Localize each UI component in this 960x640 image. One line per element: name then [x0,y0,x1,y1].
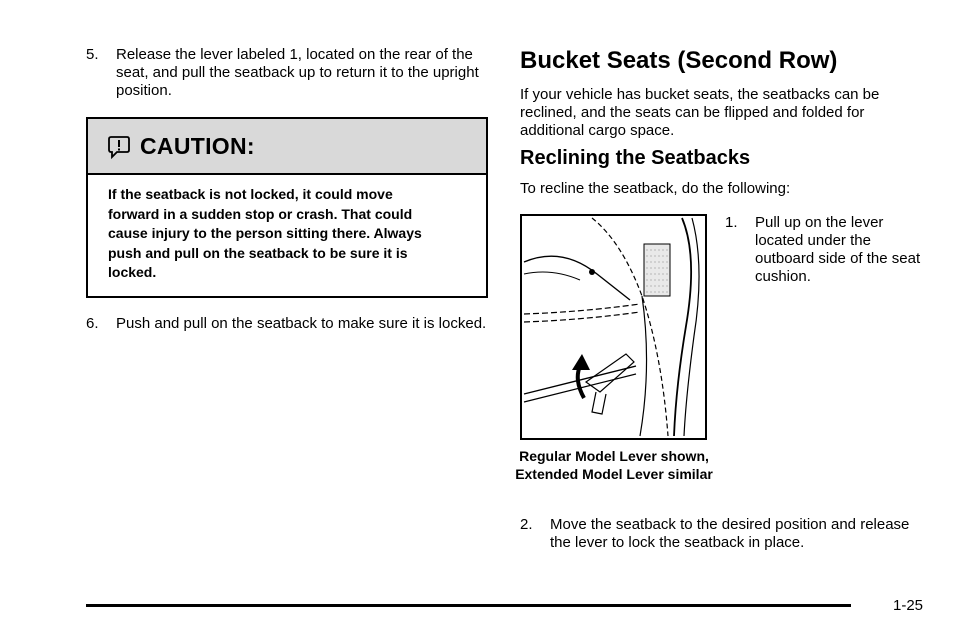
caution-line: locked. [108,264,157,280]
footer-rule [86,604,851,607]
caution-box [86,117,488,298]
step-number: 6. [86,315,99,332]
page-number: 1-25 [893,597,924,614]
caution-line: If the seatback is not locked, it could move [108,186,393,202]
step-number: 2. [520,516,533,533]
step-text: Release the lever labeled 1, located on the rear of the seat, and pull the seatback up to return it to the upright position. [116,46,479,99]
caution-line: cause injury to the person sitting there. Always [108,225,422,241]
step-1 [725,214,925,286]
step-number: 1. [725,214,738,231]
caution-title: CAUTION: [140,133,255,159]
step-5 [86,46,488,100]
step-number: 5. [86,46,99,63]
lever-illustration [520,214,707,440]
step-6 [86,315,488,333]
caution-line: push and pull on the seatback to be sure it is [108,244,408,261]
caution-line: forward in a sudden stop or crash. That could [108,205,413,222]
step-text: Push and pull on the seatback to make sure it is locked. [116,315,487,332]
caution-header [88,119,486,175]
instruction-text: To recline the seatback, do the following: [520,180,791,197]
intro-paragraph: If your vehicle has bucket seats, the seatbacks can be reclined, and the seats can be flipped and folded for additional cargo space. [520,86,880,139]
subsection-heading: Reclining the Seatbacks [520,147,751,169]
figure-caption: Regular Model Lever shown, Extended Model Lever similar [515,448,713,482]
step-2 [520,516,920,552]
warning-icon [108,135,130,164]
step-text: Move the seatback to the desired position and release the lever to lock the seatback in place. [550,516,910,551]
step-text: Pull up on the lever located under the outboard side of the seat cushion. [755,214,921,285]
section-heading: Bucket Seats (Second Row) [520,47,838,74]
caution-text [108,185,473,283]
